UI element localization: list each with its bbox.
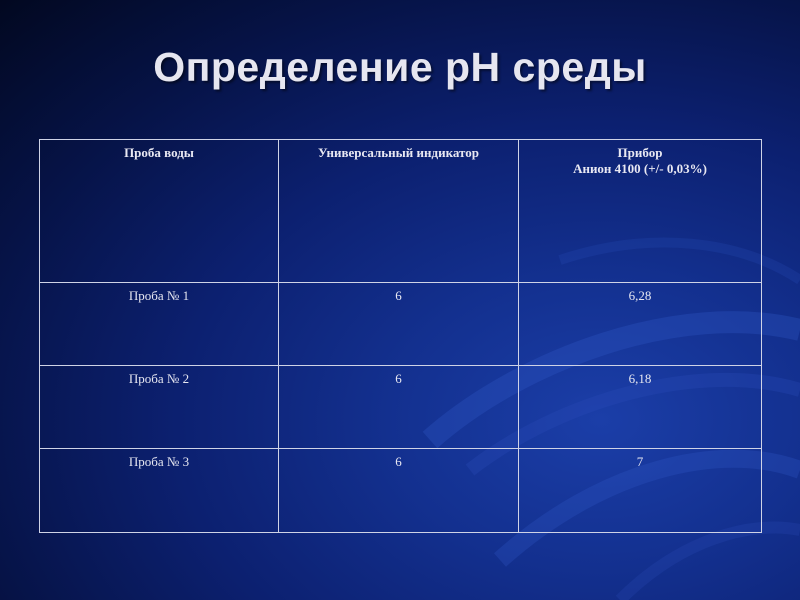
header-device (519, 140, 762, 283)
cell-sample: Проба № 1 (40, 283, 279, 366)
cell-indicator: 6 (279, 283, 519, 366)
table-row (40, 449, 762, 533)
header-sample: Проба воды (40, 140, 279, 283)
cell-indicator: 6 (279, 449, 519, 533)
cell-sample: Проба № 2 (40, 366, 279, 449)
header-device-name: Прибор (617, 145, 663, 160)
table-header-row (40, 140, 762, 283)
cell-device: 6,18 (519, 366, 762, 449)
ph-results-table (39, 139, 762, 533)
cell-indicator: 6 (279, 366, 519, 449)
cell-device: 6,28 (519, 283, 762, 366)
cell-sample: Проба № 3 (40, 449, 279, 533)
header-device-model: Анион 4100 (+/- 0,03%) (573, 161, 707, 176)
cell-device: 7 (519, 449, 762, 533)
slide-title: Определение рН среды (153, 44, 647, 90)
header-indicator: Универсальный индикатор (279, 140, 519, 283)
table-row (40, 283, 762, 366)
table-row (40, 366, 762, 449)
